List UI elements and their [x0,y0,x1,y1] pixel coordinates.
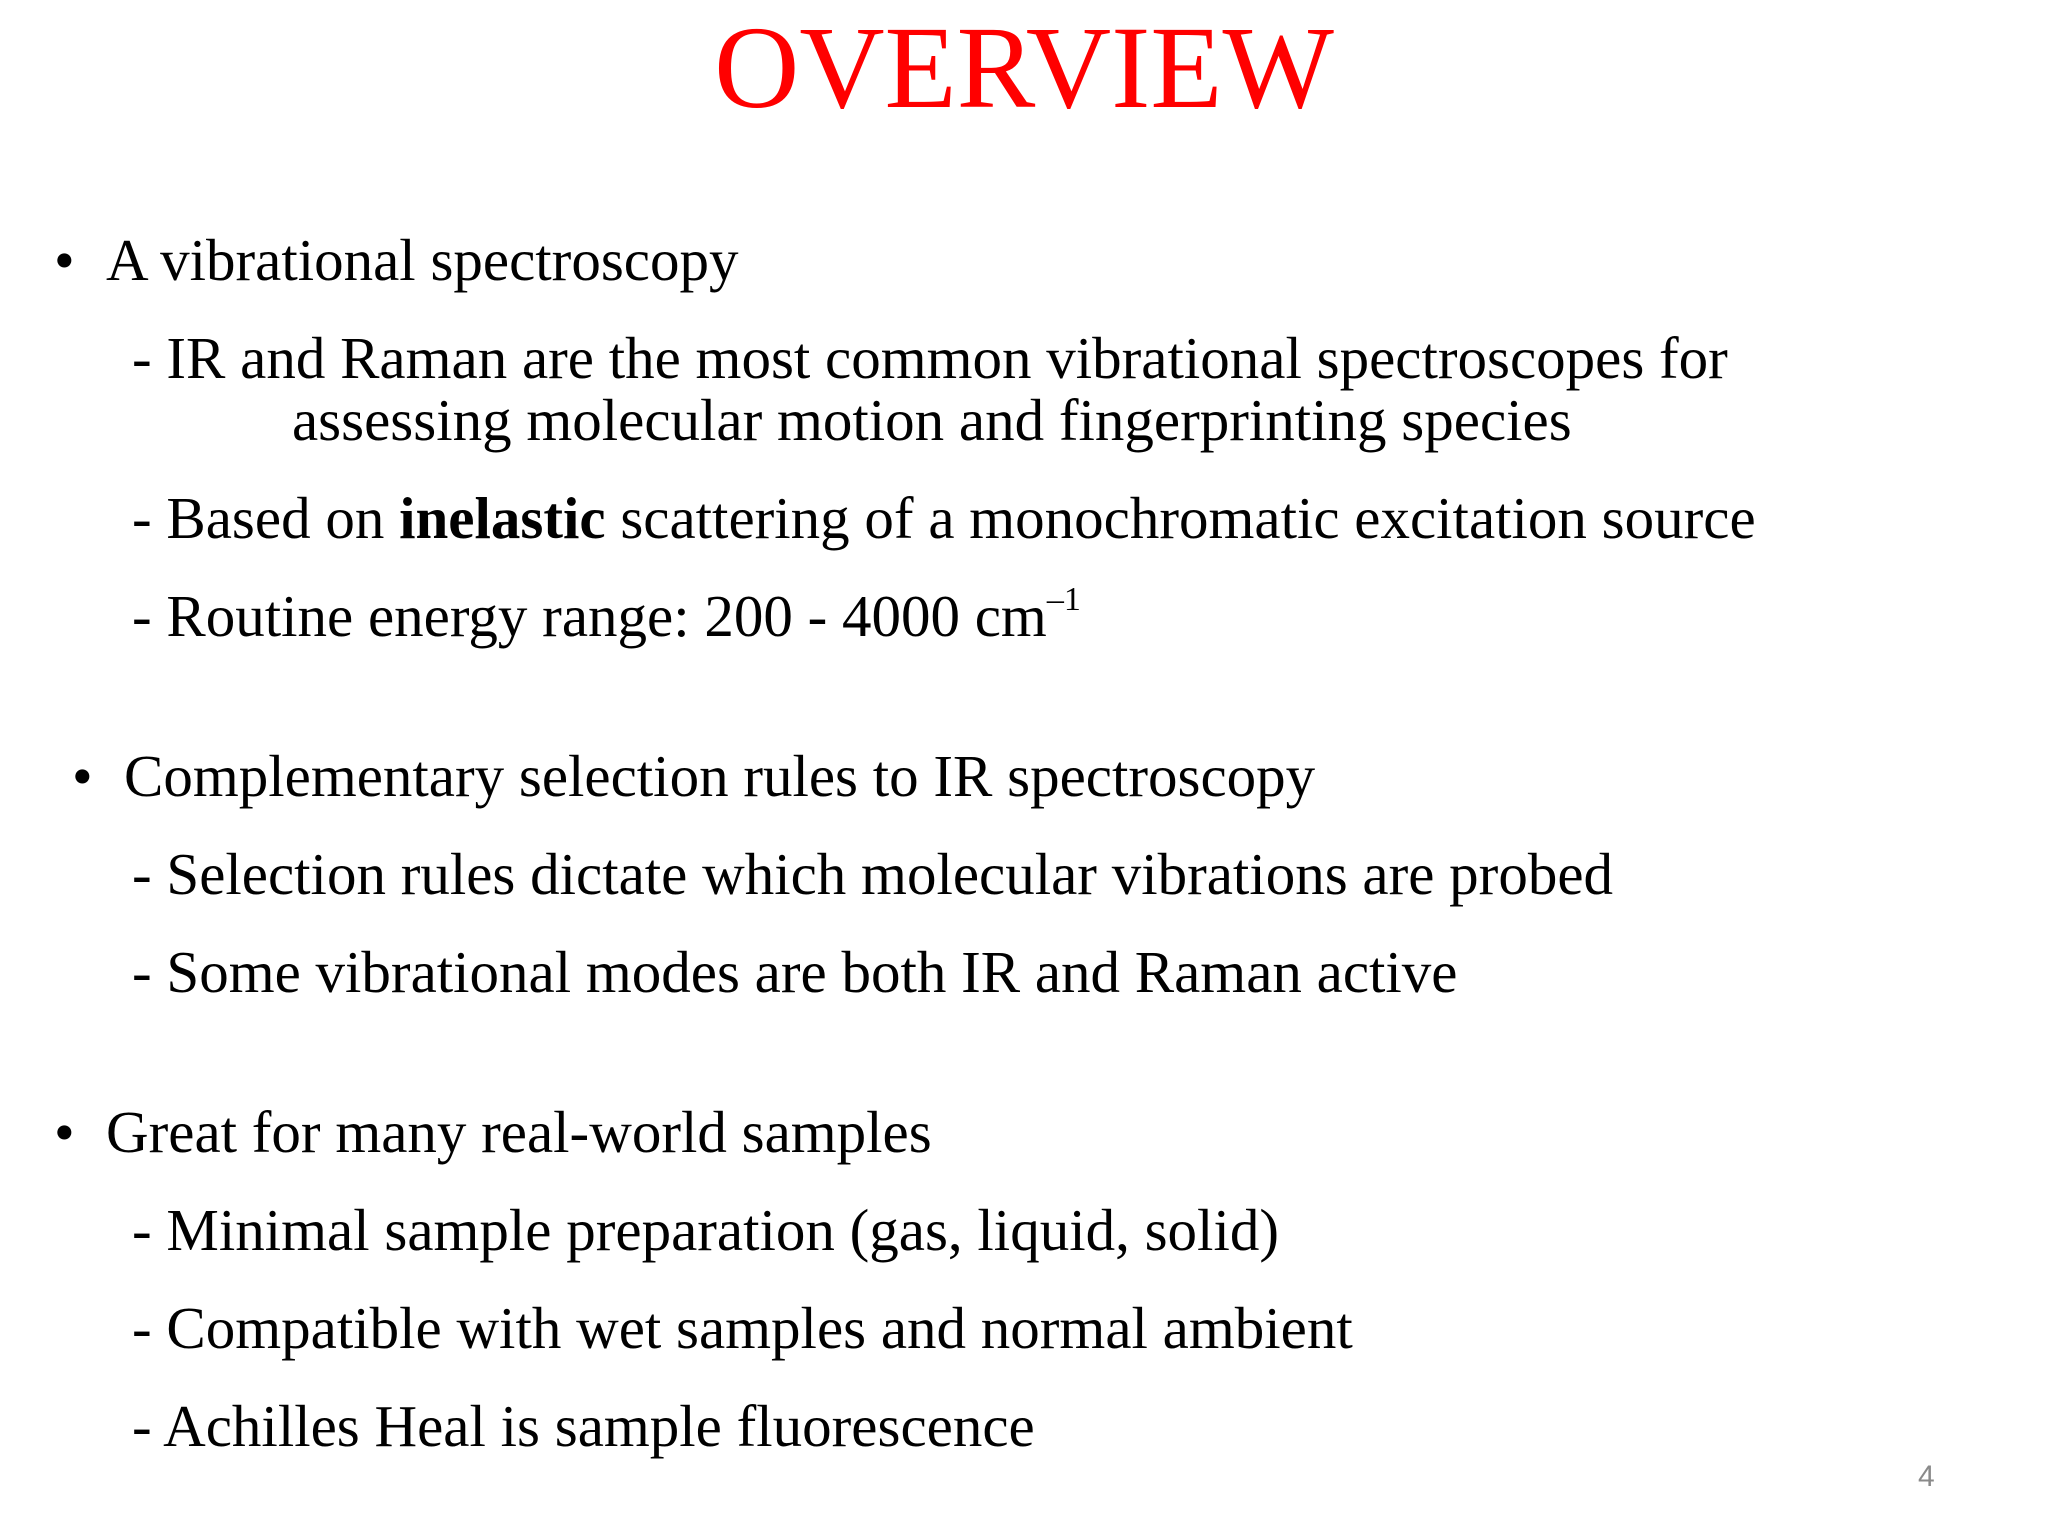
sub-item: - IR and Raman are the most common vibrational spectroscopes for [132,325,1728,391]
sub-item-prefix: - Based on [132,485,400,551]
sub-item-bold: inelastic [399,485,606,551]
sub-item-text: - Routine energy range: 200 - 4000 cm [132,583,1047,649]
bullet-item [72,744,1315,808]
bullet-dot-icon [54,228,106,292]
sub-item-continuation: assessing molecular motion and fingerprinting species [292,387,1572,453]
sub-item: - Some vibrational modes are both IR and Raman active [132,939,1458,1005]
sub-item [132,581,1081,649]
bullet-text: Complementary selection rules to IR spectroscopy [124,743,1316,809]
sub-item-suffix: scattering of a monochromatic excitation source [605,485,1756,551]
bullet-text: A vibrational spectroscopy [106,227,739,293]
slide-title: OVERVIEW [714,2,1334,133]
sub-item [132,486,1756,550]
sub-item: - Selection rules dictate which molecular vibrations are probed [132,841,1614,907]
bullet-text: Great for many real-world samples [106,1099,932,1165]
bullet-item [54,228,738,292]
page-number: 4 [1918,1460,1935,1493]
sub-item: - Achilles Heal is sample fluorescence [132,1393,1035,1459]
sub-item: - Minimal sample preparation (gas, liquid, solid) [132,1197,1279,1263]
bullet-dot-icon [54,1100,106,1164]
bullet-item [54,1100,932,1164]
sub-item: - Compatible with wet samples and normal ambient [132,1295,1353,1361]
superscript: –1 [1046,581,1081,618]
bullet-dot-icon [72,744,124,808]
